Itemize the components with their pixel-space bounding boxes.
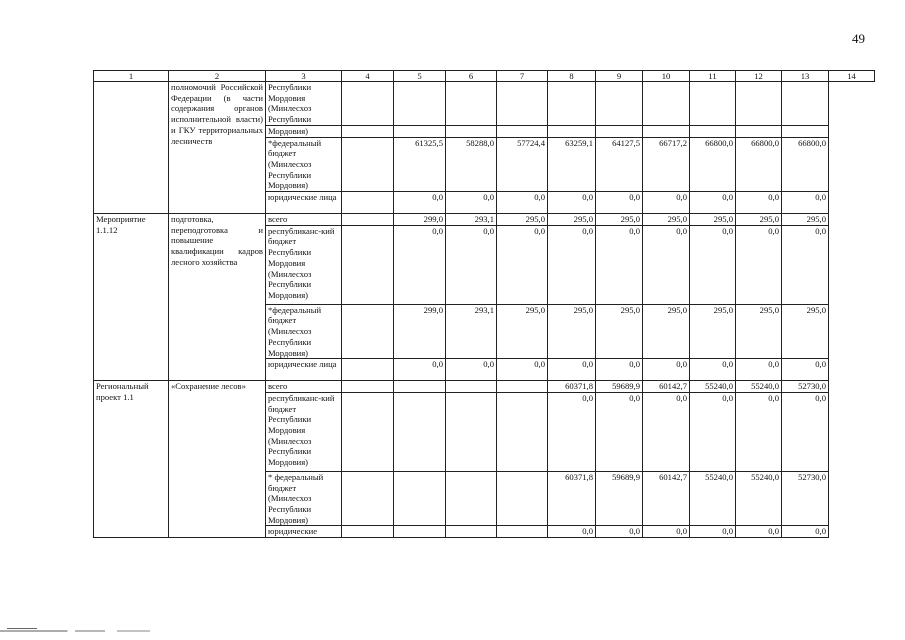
funding-source: республиканс-кий бюджет Республики Мордовия (Минлесхоз Республики Мордовия) xyxy=(266,225,342,304)
funding-source: юридические лица xyxy=(266,359,342,381)
value-cell: 59689,9 xyxy=(596,471,643,526)
value-cell xyxy=(643,125,690,137)
table-row xyxy=(94,381,875,393)
value-cell: 295,0 xyxy=(782,304,829,359)
value-cell xyxy=(548,82,596,126)
header-cell: 9 xyxy=(596,71,643,82)
funding-source: * федеральный бюджет (Минлесхоз Республики Мордовия) xyxy=(266,471,342,526)
value-cell: 0,0 xyxy=(690,526,736,538)
value-cell: 0,0 xyxy=(736,359,782,381)
value-cell xyxy=(497,471,548,526)
value-cell: 295,0 xyxy=(548,214,596,226)
activity-code: Мероприятие 1.1.12 xyxy=(94,214,169,381)
value-cell xyxy=(342,471,394,526)
value-cell: 66800,0 xyxy=(690,137,736,192)
value-cell: 0,0 xyxy=(643,392,690,471)
value-cell: 299,0 xyxy=(394,214,446,226)
activity-name: полномочий Российской Федерации (в части содержания органов исполнительной власти) и ГКУ территориальных лесничеств xyxy=(169,82,266,214)
value-cell: 0,0 xyxy=(596,359,643,381)
value-cell: 0,0 xyxy=(394,225,446,304)
value-cell: 52730,0 xyxy=(782,381,829,393)
value-cell xyxy=(497,526,548,538)
value-cell: 0,0 xyxy=(782,359,829,381)
value-cell: 0,0 xyxy=(690,225,736,304)
value-cell xyxy=(548,125,596,137)
value-cell: 0,0 xyxy=(394,359,446,381)
value-cell: 0,0 xyxy=(394,192,446,214)
value-cell xyxy=(342,526,394,538)
value-cell xyxy=(342,82,394,126)
header-cell: 14 xyxy=(829,71,875,82)
value-cell: 299,0 xyxy=(394,304,446,359)
value-cell: 60371,8 xyxy=(548,381,596,393)
value-cell: 52730,0 xyxy=(782,471,829,526)
activity-code: Региональный проект 1.1 xyxy=(94,381,169,538)
value-cell: 0,0 xyxy=(690,359,736,381)
value-cell: 0,0 xyxy=(446,192,497,214)
value-cell: 0,0 xyxy=(548,526,596,538)
value-cell: 293,1 xyxy=(446,304,497,359)
activity-name: «Сохранение лесов» xyxy=(169,381,266,538)
value-cell xyxy=(342,392,394,471)
value-cell xyxy=(446,471,497,526)
value-cell: 295,0 xyxy=(497,304,548,359)
header-cell: 12 xyxy=(736,71,782,82)
value-cell: 0,0 xyxy=(446,225,497,304)
value-cell: 58288,0 xyxy=(446,137,497,192)
value-cell xyxy=(342,137,394,192)
value-cell: 0,0 xyxy=(736,392,782,471)
funding-source: всего xyxy=(266,381,342,393)
value-cell: 66800,0 xyxy=(782,137,829,192)
header-cell: 8 xyxy=(548,71,596,82)
value-cell: 60142,7 xyxy=(643,471,690,526)
value-cell xyxy=(736,125,782,137)
value-cell: 0,0 xyxy=(497,359,548,381)
funding-source: Республики Мордовия (Минлесхоз Республики xyxy=(266,82,342,126)
value-cell: 60371,8 xyxy=(548,471,596,526)
value-cell xyxy=(497,392,548,471)
value-cell: 0,0 xyxy=(446,359,497,381)
value-cell: 63259,1 xyxy=(548,137,596,192)
value-cell: 0,0 xyxy=(736,192,782,214)
value-cell: 0,0 xyxy=(596,392,643,471)
value-cell: 293,1 xyxy=(446,214,497,226)
value-cell: 0,0 xyxy=(782,225,829,304)
value-cell: 59689,9 xyxy=(596,381,643,393)
value-cell xyxy=(394,392,446,471)
value-cell xyxy=(342,304,394,359)
value-cell: 55240,0 xyxy=(736,381,782,393)
header-row xyxy=(94,71,875,82)
scan-artifact xyxy=(0,630,150,632)
funding-source: юридические лица xyxy=(266,192,342,214)
value-cell: 64127,5 xyxy=(596,137,643,192)
budget-table xyxy=(93,70,875,538)
value-cell xyxy=(342,125,394,137)
value-cell: 55240,0 xyxy=(690,381,736,393)
value-cell: 0,0 xyxy=(548,192,596,214)
table-row xyxy=(94,82,875,126)
value-cell: 295,0 xyxy=(643,304,690,359)
value-cell: 295,0 xyxy=(736,214,782,226)
value-cell: 0,0 xyxy=(782,392,829,471)
value-cell xyxy=(342,359,394,381)
funding-source: республиканс-кий бюджет Республики Мордовия (Минлесхоз Республики Мордовия) xyxy=(266,392,342,471)
header-cell: 4 xyxy=(342,71,394,82)
value-cell xyxy=(446,526,497,538)
funding-source: всего xyxy=(266,214,342,226)
header-cell: 1 xyxy=(94,71,169,82)
value-cell: 61325,5 xyxy=(394,137,446,192)
value-cell xyxy=(394,526,446,538)
value-cell: 0,0 xyxy=(643,225,690,304)
funding-source: юридические xyxy=(266,526,342,538)
activity-name: подготовка, переподготовка и повышение квалификации кадров лесного хозяйства xyxy=(169,214,266,381)
value-cell xyxy=(643,82,690,126)
value-cell: 295,0 xyxy=(690,304,736,359)
value-cell xyxy=(446,381,497,393)
value-cell: 66800,0 xyxy=(736,137,782,192)
value-cell xyxy=(596,82,643,126)
value-cell: 295,0 xyxy=(596,214,643,226)
value-cell xyxy=(497,125,548,137)
value-cell xyxy=(342,225,394,304)
table-row xyxy=(94,214,875,226)
value-cell xyxy=(446,82,497,126)
header-cell: 13 xyxy=(782,71,829,82)
value-cell xyxy=(596,125,643,137)
value-cell xyxy=(342,192,394,214)
value-cell: 295,0 xyxy=(643,214,690,226)
value-cell xyxy=(782,125,829,137)
funding-source: Мордовия) xyxy=(266,125,342,137)
value-cell xyxy=(782,82,829,126)
value-cell: 0,0 xyxy=(548,392,596,471)
value-cell: 295,0 xyxy=(548,304,596,359)
value-cell: 0,0 xyxy=(596,225,643,304)
funding-source: *федеральный бюджет (Минлесхоз Республики Мордовия) xyxy=(266,137,342,192)
value-cell: 295,0 xyxy=(497,214,548,226)
value-cell: 0,0 xyxy=(736,225,782,304)
header-cell: 11 xyxy=(690,71,736,82)
value-cell: 66717,2 xyxy=(643,137,690,192)
value-cell: 57724,4 xyxy=(497,137,548,192)
value-cell: 0,0 xyxy=(548,225,596,304)
value-cell: 0,0 xyxy=(548,359,596,381)
value-cell: 0,0 xyxy=(643,359,690,381)
value-cell: 0,0 xyxy=(782,526,829,538)
value-cell xyxy=(394,82,446,126)
header-cell: 2 xyxy=(169,71,266,82)
value-cell xyxy=(690,125,736,137)
value-cell xyxy=(342,381,394,393)
page-number: 49 xyxy=(852,31,865,46)
value-cell xyxy=(394,471,446,526)
value-cell: 0,0 xyxy=(736,526,782,538)
header-cell: 7 xyxy=(497,71,548,82)
value-cell: 0,0 xyxy=(690,192,736,214)
scan-speck xyxy=(7,628,37,629)
value-cell xyxy=(394,381,446,393)
value-cell: 0,0 xyxy=(596,526,643,538)
value-cell: 0,0 xyxy=(596,192,643,214)
value-cell xyxy=(497,82,548,126)
value-cell: 295,0 xyxy=(596,304,643,359)
value-cell xyxy=(446,125,497,137)
funding-source: *федеральный бюджет (Минлесхоз Республики Мордовия) xyxy=(266,304,342,359)
header-cell: 10 xyxy=(643,71,690,82)
value-cell: 0,0 xyxy=(643,192,690,214)
value-cell xyxy=(342,214,394,226)
header-cell: 6 xyxy=(446,71,497,82)
value-cell: 0,0 xyxy=(690,392,736,471)
value-cell: 55240,0 xyxy=(736,471,782,526)
value-cell: 295,0 xyxy=(736,304,782,359)
value-cell xyxy=(497,381,548,393)
value-cell: 0,0 xyxy=(497,225,548,304)
value-cell: 295,0 xyxy=(690,214,736,226)
header-cell: 3 xyxy=(266,71,342,82)
value-cell xyxy=(394,125,446,137)
value-cell xyxy=(690,82,736,126)
value-cell xyxy=(736,82,782,126)
value-cell: 55240,0 xyxy=(690,471,736,526)
value-cell: 60142,7 xyxy=(643,381,690,393)
value-cell xyxy=(446,392,497,471)
activity-code xyxy=(94,82,169,214)
value-cell: 0,0 xyxy=(643,526,690,538)
header-cell: 5 xyxy=(394,71,446,82)
value-cell: 0,0 xyxy=(497,192,548,214)
value-cell: 295,0 xyxy=(782,214,829,226)
value-cell: 0,0 xyxy=(782,192,829,214)
